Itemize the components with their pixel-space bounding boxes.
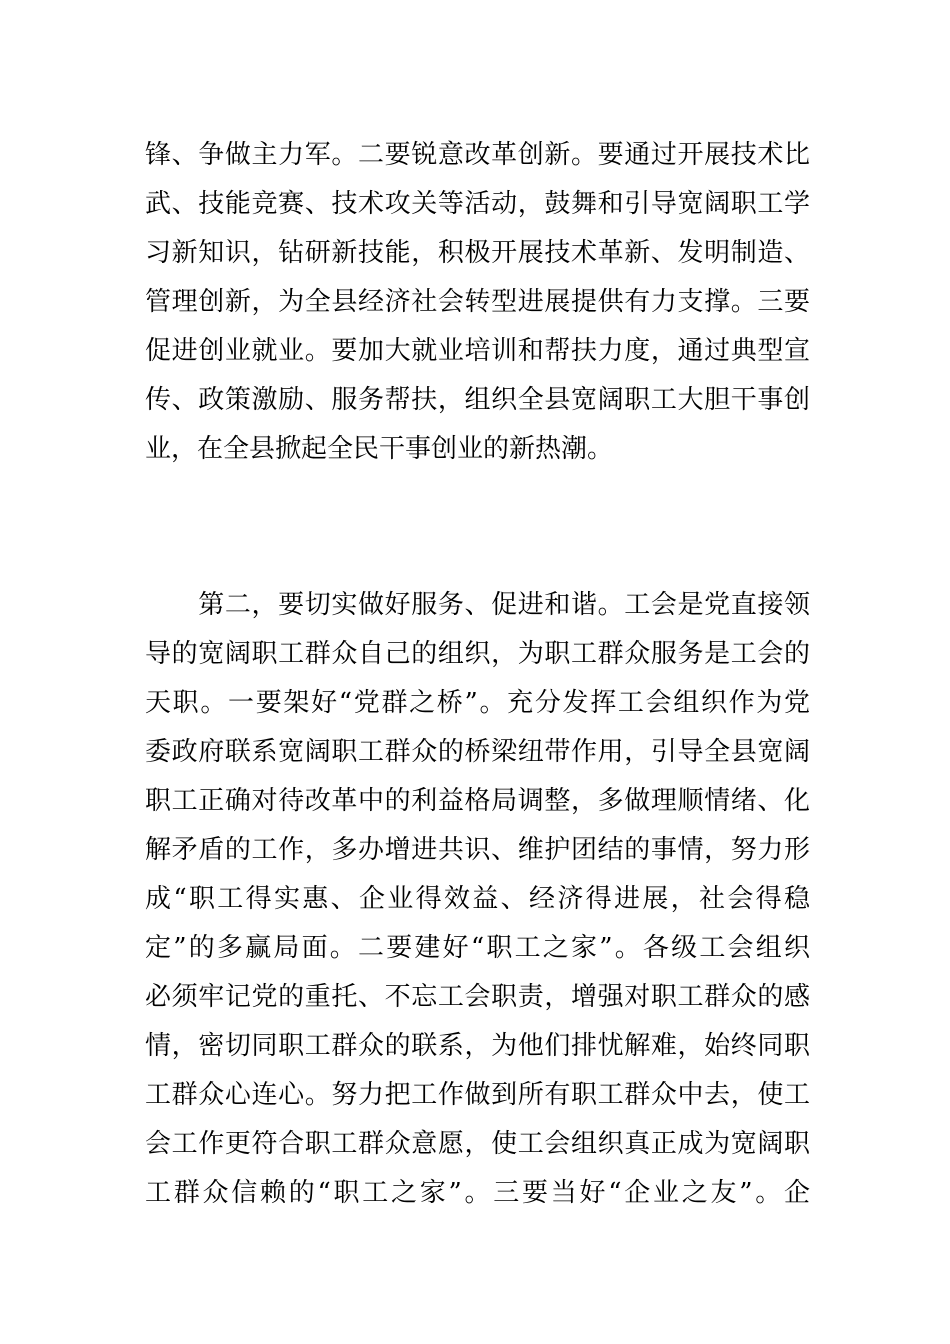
text-line: 锋、争做主力军。二要锐意改革创新。要通过开展技术比 (145, 140, 810, 170)
text-line: 工群众信赖的“职工之家”。三要当好“企业之友”。企 (145, 1178, 810, 1208)
text-line: 职工正确对待改革中的利益格局调整，多做理顺情绪、化 (145, 786, 810, 816)
text-line: 习新知识，钻研新技能，积极开展技术革新、发明制造、 (145, 238, 810, 268)
text-line: 必须牢记党的重托、不忘工会职责，增强对职工群众的感 (145, 982, 810, 1012)
text-line: 成“职工得实惠、企业得效益、经济得进展，社会得稳 (145, 884, 810, 914)
text-line: 情，密切同职工群众的联系，为他们排忧解难，始终同职 (145, 1031, 810, 1061)
text-line: 第二，要切实做好服务、促进和谐。工会是党直接领 (145, 590, 810, 620)
paragraph-2 (145, 581, 810, 1218)
text-line: 天职。一要架好“党群之桥”。充分发挥工会组织作为党 (145, 688, 810, 718)
text-line: 导的宽阔职工群众自己的组织，为职工群众服务是工会的 (145, 639, 810, 669)
text-line: 定”的多赢局面。二要建好“职工之家”。各级工会组织 (145, 933, 810, 963)
text-line: 传、政策激励、服务帮扶，组织全县宽阔职工大胆干事创 (145, 385, 810, 415)
text-line: 会工作更符合职工群众意愿，使工会组织真正成为宽阔职 (145, 1129, 810, 1159)
text-line: 委政府联系宽阔职工群众的桥梁纽带作用，引导全县宽阔 (145, 737, 810, 767)
text-line: 促进创业就业。要加大就业培训和帮扶力度，通过典型宣 (145, 336, 810, 366)
text-line: 工群众心连心。努力把工作做到所有职工群众中去，使工 (145, 1080, 810, 1110)
paragraph-1 (145, 131, 810, 474)
text-line: 解矛盾的工作，多办增进共识、维护团结的事情，努力形 (145, 835, 810, 865)
text-line: 业，在全县掀起全民干事创业的新热潮。 (145, 434, 614, 464)
text-line: 管理创新，为全县经济社会转型进展提供有力支撑。三要 (145, 287, 810, 317)
text-line: 武、技能竞赛、技术攻关等活动，鼓舞和引导宽阔职工学 (145, 189, 810, 219)
